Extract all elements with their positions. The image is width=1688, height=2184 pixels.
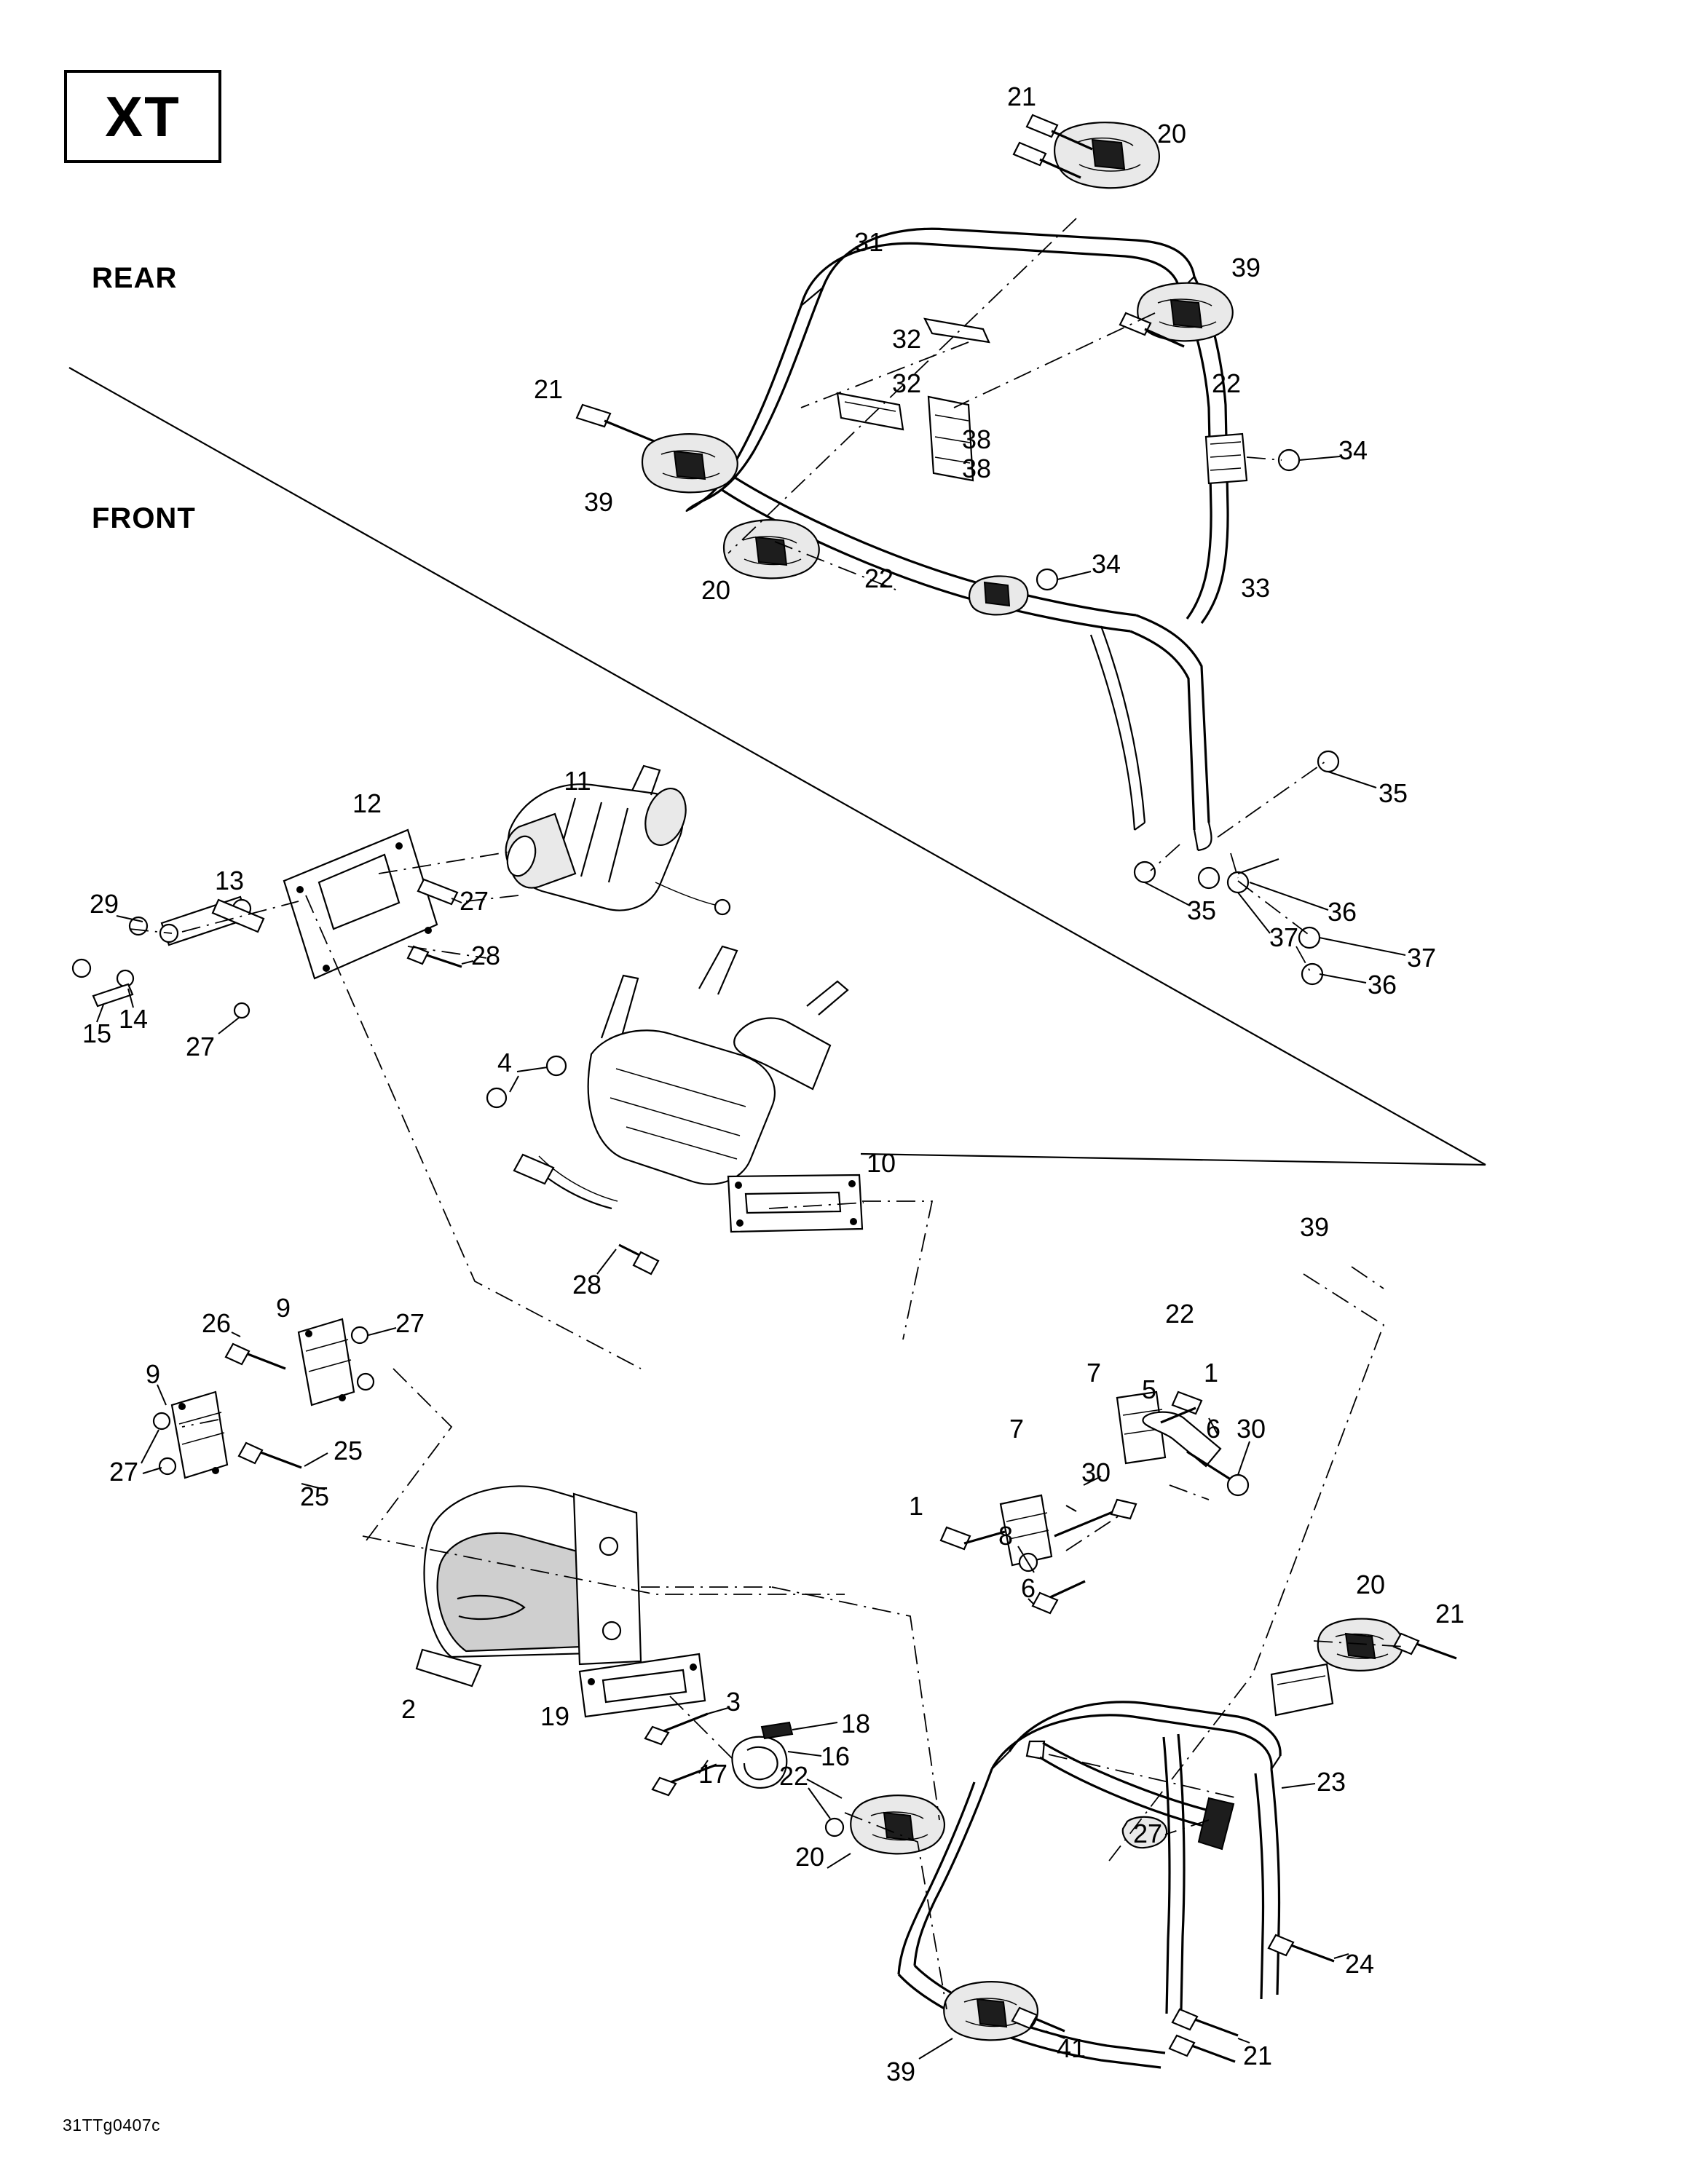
callout-number: 38 (961, 424, 992, 454)
callout-number: 20 (1156, 119, 1187, 149)
callout-number: 39 (1231, 253, 1261, 282)
callout-number: 9 (275, 1293, 291, 1323)
callout-number: 39 (1299, 1212, 1330, 1242)
callout-number: 20 (1355, 1570, 1386, 1599)
callout-number: 10 (866, 1148, 896, 1178)
callout-number: 22 (1211, 368, 1242, 398)
callout-number: 19 (540, 1701, 570, 1731)
front-panel-assembly (417, 1486, 837, 1795)
latch-assembly (941, 1392, 1250, 1613)
callout-number: 30 (1081, 1457, 1111, 1487)
callout-number: 39 (886, 2057, 916, 2086)
callout-number: 37 (1269, 922, 1299, 952)
callout-number: 21 (533, 374, 564, 404)
support-bracket-assembly (487, 946, 862, 1274)
callout-number: 31 (853, 227, 884, 257)
callout-number: 23 (1316, 1767, 1346, 1797)
callout-number: 27 (109, 1457, 139, 1487)
callout-number: 33 (1240, 573, 1271, 603)
callout-number: 28 (470, 941, 501, 970)
rear-frame-assembly (577, 115, 1405, 984)
callout-number: 36 (1327, 897, 1357, 927)
callout-number: 1 (908, 1491, 924, 1521)
callout-number: 17 (698, 1759, 728, 1789)
callout-number: 18 (840, 1709, 871, 1738)
callout-number: 22 (1164, 1299, 1195, 1329)
callout-number: 11 (564, 766, 591, 796)
callout-number: 15 (82, 1018, 112, 1048)
callout-number: 27 (459, 886, 489, 916)
callout-number: 16 (820, 1741, 851, 1771)
callout-number: 41 (1056, 2033, 1086, 2063)
front-bumper-assembly (807, 1619, 1456, 2068)
callout-number: 6 (1020, 1573, 1036, 1603)
orientation-label-rear: REAR (92, 262, 178, 294)
model-badge-label: XT (105, 84, 181, 149)
callout-number: 30 (1236, 1414, 1266, 1444)
drawing-code: 31TTg0407c (63, 2116, 161, 2134)
winch-assembly (73, 766, 730, 1034)
callout-number: 34 (1091, 549, 1121, 579)
callout-number: 35 (1186, 895, 1217, 925)
callout-number: 1 (1203, 1358, 1219, 1388)
callout-number: 5 (1141, 1374, 1157, 1404)
callout-number: 2 (401, 1694, 417, 1724)
callout-number: 35 (1378, 778, 1408, 808)
callout-number: 27 (185, 1032, 216, 1061)
callout-number: 12 (352, 788, 382, 818)
callout-number: 21 (1242, 2041, 1273, 2070)
callout-number: 7 (1086, 1358, 1102, 1388)
callout-number: 25 (333, 1436, 363, 1465)
callout-number: 13 (214, 866, 245, 895)
callout-number: 38 (961, 454, 992, 483)
callout-number: 9 (145, 1359, 161, 1389)
callout-number: 3 (725, 1687, 741, 1717)
callout-number: 4 (497, 1048, 513, 1077)
callout-number: 39 (583, 487, 614, 517)
callout-number: 27 (1132, 1819, 1163, 1848)
callout-number: 25 (299, 1481, 330, 1511)
callout-number: 8 (998, 1521, 1014, 1551)
callout-number: 26 (201, 1308, 232, 1338)
callout-number: 37 (1406, 943, 1437, 973)
callout-number: 24 (1344, 1949, 1375, 1979)
callout-number: 29 (89, 889, 119, 919)
callout-number: 21 (1435, 1599, 1465, 1629)
callout-number: 22 (778, 1761, 809, 1791)
callout-number: 21 (1006, 82, 1037, 111)
callout-number: 20 (701, 575, 731, 605)
callout-number: 36 (1367, 970, 1397, 1000)
orientation-label-front: FRONT (92, 502, 196, 534)
callout-number: 7 (1009, 1414, 1025, 1444)
callout-number: 6 (1205, 1414, 1221, 1444)
callout-number: 32 (891, 324, 922, 354)
callout-number: 20 (794, 1842, 825, 1872)
callout-number: 32 (891, 368, 922, 398)
callout-number: 14 (118, 1004, 149, 1034)
callout-number: 22 (864, 563, 894, 593)
callout-number: 27 (395, 1308, 425, 1338)
callout-number: 34 (1338, 435, 1368, 465)
model-badge (64, 70, 221, 163)
callout-number: 28 (572, 1270, 602, 1299)
